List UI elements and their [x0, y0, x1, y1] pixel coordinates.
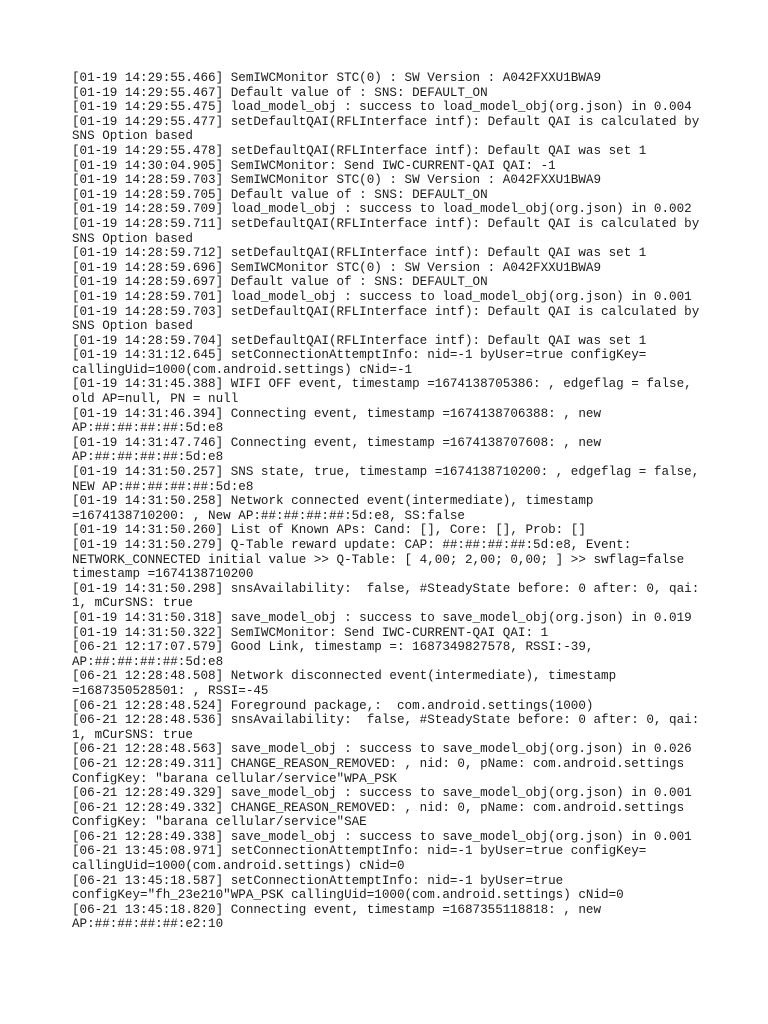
log-line: configKey="fh_23e210"WPA_PSK callingUid=1000(com.android.settings) cNid=0: [72, 888, 624, 903]
log-line: [01-19 14:28:59.712] setDefaultQAI(RFLInterface intf): Default QAI was set 1: [72, 246, 647, 261]
log-line: [01-19 14:31:12.645] setConnectionAttemptInfo: nid=-1 byUser=true configKey=: [72, 348, 647, 363]
log-line: [06-21 12:28:49.311] CHANGE_REASON_REMOVED: , nid: 0, pName: com.android.settings: [72, 756, 685, 771]
log-line: [01-19 14:29:55.466] SemIWCMonitor STC(0) : SW Version : A042FXXU1BWA9: [72, 71, 602, 85]
log-line: =1674138710200: , New AP:##:##:##:##:5d:e8, SS:false: [72, 508, 465, 523]
log-line: =1687350528501: , RSSI=-45: [72, 683, 269, 698]
log-line: old AP=null, PN = null: [72, 392, 239, 407]
log-line: AP:##:##:##:##:5d:e8: [72, 421, 224, 436]
log-line: NEW AP:##:##:##:##:5d:e8: [72, 479, 254, 494]
log-line: [06-21 12:28:48.536] snsAvailability: false, #SteadyState before: 0 after: 0, qai:: [72, 713, 700, 728]
log-line: [01-19 14:31:47.746] Connecting event, timestamp =1674138707608: , new: [72, 435, 602, 450]
log-line: [01-19 14:29:55.478] setDefaultQAI(RFLInterface intf): Default QAI was set 1: [72, 143, 647, 158]
log-line: [01-19 14:31:50.257] SNS state, true, timestamp =1674138710200: , edgeflag = false,: [72, 465, 700, 480]
log-line: [01-19 14:28:59.703] setDefaultQAI(RFLInterface intf): Default QAI is calculated by: [72, 304, 700, 319]
log-line: timestamp =1674138710200: [72, 567, 254, 582]
log-line: [06-21 13:45:08.971] setConnectionAttemptInfo: nid=-1 byUser=true configKey=: [72, 844, 647, 859]
log-line: [01-19 14:29:55.475] load_model_obj : success to load_model_obj(org.json) in 0.004: [72, 100, 692, 115]
log-line: [06-21 12:28:49.338] save_model_obj : success to save_model_obj(org.json) in 0.001: [72, 829, 692, 844]
log-line: [06-21 13:45:18.820] Connecting event, timestamp =1687355118818: , new: [72, 902, 602, 917]
log-line: [06-21 12:28:49.332] CHANGE_REASON_REMOVED: , nid: 0, pName: com.android.settings: [72, 800, 685, 815]
log-line: [01-19 14:31:45.388] WIFI OFF event, timestamp =1674138705386: , edgeflag = false,: [72, 377, 692, 392]
log-line: [01-19 14:31:50.258] Network connected event(intermediate), timestamp: [72, 494, 594, 509]
log-line: SNS Option based: [72, 231, 193, 246]
log-line: [01-19 14:30:04.905] SemIWCMonitor: Send IWC-CURRENT-QAI QAI: -1: [72, 158, 556, 173]
log-line: [06-21 12:28:48.524] Foreground package,: com.android.settings(1000): [72, 698, 594, 713]
log-line: NETWORK_CONNECTED initial value >> Q-Table: [ 4,00; 2,00; 0,00; ] >> swflag=false: [72, 552, 685, 567]
log-line: [01-19 14:28:59.697] Default value of : SNS: DEFAULT_ON: [72, 275, 488, 290]
log-line: [01-19 14:31:50.260] List of Known APs: Cand: [], Core: [], Prob: []: [72, 523, 586, 538]
log-line: [01-19 14:29:55.467] Default value of : SNS: DEFAULT_ON: [72, 85, 488, 100]
log-line: [01-19 14:28:59.696] SemIWCMonitor STC(0) : SW Version : A042FXXU1BWA9: [72, 260, 602, 275]
log-line: callingUid=1000(com.android.settings) cNid=0: [72, 859, 405, 874]
log-line: [01-19 14:28:59.701] load_model_obj : success to load_model_obj(org.json) in 0.001: [72, 289, 692, 304]
log-line: ConfigKey: "barana cellular/service"WPA_PSK: [72, 771, 397, 786]
log-line: callingUid=1000(com.android.settings) cNid=-1: [72, 362, 413, 377]
log-line: [01-19 14:31:50.322] SemIWCMonitor: Send IWC-CURRENT-QAI QAI: 1: [72, 625, 549, 640]
log-text-block: [72, 71, 712, 932]
log-line: AP:##:##:##:##:5d:e8: [72, 654, 224, 669]
log-line: SNS Option based: [72, 129, 193, 144]
log-line: [01-19 14:28:59.703] SemIWCMonitor STC(0) : SW Version : A042FXXU1BWA9: [72, 173, 602, 188]
log-line: [01-19 14:28:59.704] setDefaultQAI(RFLInterface intf): Default QAI was set 1: [72, 333, 647, 348]
log-line: [06-21 12:28:48.563] save_model_obj : success to save_model_obj(org.json) in 0.026: [72, 742, 692, 757]
log-line: [01-19 14:31:46.394] Connecting event, timestamp =1674138706388: , new: [72, 406, 602, 421]
log-line: [01-19 14:29:55.477] setDefaultQAI(RFLInterface intf): Default QAI is calculated by: [72, 114, 700, 129]
log-line: 1, mCurSNS: true: [72, 596, 193, 611]
log-line: [01-19 14:31:50.279] Q-Table reward update: CAP: ##:##:##:##:5d:e8, Event:: [72, 538, 632, 552]
log-line: [01-19 14:31:50.318] save_model_obj : success to save_model_obj(org.json) in 0.019: [72, 610, 692, 625]
log-line: SNS Option based: [72, 319, 193, 334]
log-line: [01-19 14:28:59.711] setDefaultQAI(RFLInterface intf): Default QAI is calculated by: [72, 216, 700, 231]
log-line: [06-21 12:28:48.508] Network disconnected event(intermediate), timestamp: [72, 669, 617, 684]
log-line: [06-21 13:45:18.587] setConnectionAttemptInfo: nid=-1 byUser=true: [72, 873, 564, 888]
log-line: ConfigKey: "barana cellular/service"SAE: [72, 815, 367, 830]
log-line: 1, mCurSNS: true: [72, 727, 193, 742]
log-line: AP:##:##:##:##:e2:10: [72, 917, 224, 932]
log-line: [06-21 12:17:07.579] Good Link, timestamp =: 1687349827578, RSSI:-39,: [72, 640, 594, 655]
log-line: [01-19 14:28:59.709] load_model_obj : success to load_model_obj(org.json) in 0.002: [72, 202, 692, 217]
log-line: AP:##:##:##:##:5d:e8: [72, 450, 224, 465]
log-line: [01-19 14:31:50.298] snsAvailability: false, #SteadyState before: 0 after: 0, qai:: [72, 581, 700, 596]
log-line: [06-21 12:28:49.329] save_model_obj : success to save_model_obj(org.json) in 0.001: [72, 786, 692, 801]
log-line: [01-19 14:28:59.705] Default value of : SNS: DEFAULT_ON: [72, 187, 488, 202]
